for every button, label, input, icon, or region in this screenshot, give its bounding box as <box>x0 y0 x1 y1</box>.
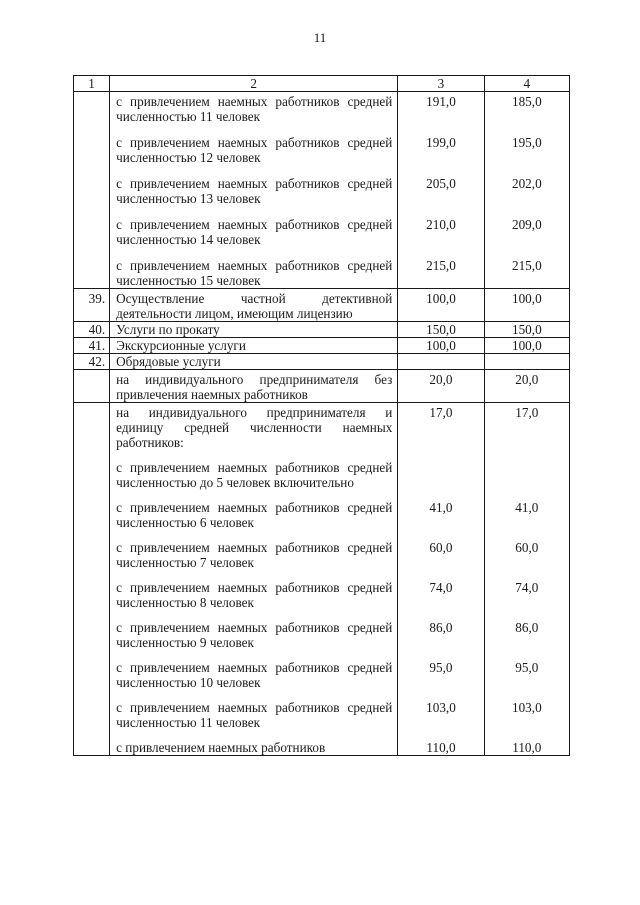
row-value-col-4 <box>485 450 569 460</box>
row-value-col-3: 74,0 <box>429 580 453 595</box>
row-number <box>74 124 110 165</box>
row-value-col-4: 202,0 <box>511 176 542 191</box>
row-value-col-4-cell <box>484 570 569 610</box>
row-value-col-4-cell <box>484 92 569 125</box>
row-description: с привлечением наемных работников средней численностью 15 человек <box>116 258 393 288</box>
row-value-col-3-cell <box>398 730 484 756</box>
row-value-col-4: 41,0 <box>515 500 539 515</box>
row-description-cell <box>110 370 398 403</box>
row-number: 42. <box>74 354 110 370</box>
table-row <box>74 610 570 650</box>
row-description: Экскурсионные услуги <box>116 338 246 353</box>
row-value-col-3: 205,0 <box>426 176 456 191</box>
row-number: 40. <box>74 322 110 338</box>
row-description-cell <box>110 289 398 322</box>
table-row <box>74 322 570 338</box>
row-value-col-3-cell <box>398 206 484 247</box>
row-description-cell <box>110 354 398 370</box>
table-row <box>74 450 570 490</box>
row-value-col-4: 100,0 <box>511 338 542 353</box>
row-value-col-4: 103,0 <box>511 700 542 715</box>
tariff-table <box>73 75 570 756</box>
table-row <box>74 354 570 370</box>
row-value-col-3-cell <box>398 650 484 690</box>
row-value-col-4-cell <box>484 354 569 370</box>
row-value-col-4-cell <box>484 610 569 650</box>
row-value-col-3: 100,0 <box>426 291 456 306</box>
row-description-cell <box>110 690 398 730</box>
row-number <box>74 490 110 530</box>
row-value-col-4: 60,0 <box>515 540 539 555</box>
row-value-col-3: 103,0 <box>426 700 456 715</box>
row-description: с привлечением наемных работников средней численностью 11 человек <box>116 700 393 730</box>
row-description-cell <box>110 650 398 690</box>
row-value-col-4-cell <box>484 124 569 165</box>
row-value-col-3-cell <box>398 322 484 338</box>
row-value-col-4: 110,0 <box>512 740 542 755</box>
row-value-col-3-cell <box>398 610 484 650</box>
row-description-cell <box>110 490 398 530</box>
row-value-col-4-cell <box>484 403 569 451</box>
row-description-cell <box>110 403 398 451</box>
row-value-col-3: 150,0 <box>426 322 456 337</box>
row-value-col-3-cell <box>398 289 484 322</box>
row-number <box>74 530 110 570</box>
table-row <box>74 92 570 125</box>
row-description: с привлечением наемных работников <box>116 740 326 755</box>
row-value-col-3: 199,0 <box>426 135 456 150</box>
row-description: с привлечением наемных работников средней численностью 14 человек <box>116 217 393 247</box>
row-description: с привлечением наемных работников средней численностью 8 человек <box>116 580 393 610</box>
header-col-4: 4 <box>484 76 569 92</box>
row-value-col-3: 110,0 <box>426 740 456 755</box>
row-value-col-4: 20,0 <box>515 372 539 387</box>
row-value-col-4: 150,0 <box>511 322 542 337</box>
row-value-col-3: 100,0 <box>426 338 456 353</box>
row-value-col-3-cell <box>398 370 484 403</box>
row-value-col-3-cell <box>398 247 484 289</box>
row-description-cell <box>110 450 398 490</box>
table-row <box>74 570 570 610</box>
row-value-col-4: 86,0 <box>515 620 539 635</box>
row-value-col-3: 60,0 <box>429 540 453 555</box>
header-col-2: 2 <box>110 76 398 92</box>
row-value-col-4-cell <box>484 370 569 403</box>
table-row <box>74 690 570 730</box>
table-row <box>74 370 570 403</box>
row-description: с привлечением наемных работников средней численностью 10 человек <box>116 660 393 690</box>
row-description-cell <box>110 730 398 756</box>
row-number <box>74 570 110 610</box>
row-value-col-3: 191,0 <box>426 94 456 109</box>
row-value-col-3: 17,0 <box>429 405 453 420</box>
row-description-cell <box>110 322 398 338</box>
table-row <box>74 730 570 756</box>
row-description-cell <box>110 247 398 289</box>
row-value-col-4-cell <box>484 289 569 322</box>
row-number: 41. <box>74 338 110 354</box>
row-value-col-3-cell <box>398 530 484 570</box>
row-value-col-4-cell <box>484 530 569 570</box>
row-value-col-3-cell <box>398 92 484 125</box>
table-row <box>74 490 570 530</box>
row-value-col-3-cell <box>398 403 484 451</box>
row-value-col-4: 195,0 <box>511 135 542 150</box>
row-value-col-3-cell <box>398 124 484 165</box>
row-number <box>74 610 110 650</box>
row-value-col-3-cell <box>398 354 484 370</box>
row-value-col-4-cell <box>484 338 569 354</box>
row-value-col-3: 41,0 <box>429 500 453 515</box>
row-description: на индивидуального предпринимателя и единицу средней численности наемных работников: <box>116 405 393 450</box>
row-description: с привлечением наемных работников средней численностью 7 человек <box>116 540 393 570</box>
header-col-1: 1 <box>74 76 110 92</box>
row-description-cell <box>110 610 398 650</box>
table-row <box>74 530 570 570</box>
row-description-cell <box>110 92 398 125</box>
table-row <box>74 206 570 247</box>
row-number <box>74 165 110 206</box>
page-number: 11 <box>313 30 327 45</box>
row-value-col-4-cell <box>484 650 569 690</box>
row-description-cell <box>110 206 398 247</box>
row-description: Обрядовые услуги <box>116 354 221 369</box>
row-description-cell <box>110 124 398 165</box>
row-description-cell <box>110 570 398 610</box>
row-number <box>74 450 110 490</box>
row-value-col-4-cell <box>484 450 569 490</box>
row-number <box>74 247 110 289</box>
row-value-col-3: 20,0 <box>429 372 453 387</box>
row-value-col-3-cell <box>398 338 484 354</box>
row-value-col-4-cell <box>484 322 569 338</box>
row-description: Осуществление частной детективной деятельности лицом, имеющим лицензию <box>116 291 393 321</box>
row-description: с привлечением наемных работников средней численностью 11 человек <box>116 94 393 124</box>
row-value-col-3 <box>398 450 483 460</box>
row-number <box>74 730 110 756</box>
row-value-col-3: 210,0 <box>426 217 456 232</box>
row-value-col-4: 74,0 <box>515 580 539 595</box>
row-value-col-4: 95,0 <box>515 660 539 675</box>
row-description: с привлечением наемных работников средней численностью до 5 человек включительно <box>116 460 393 490</box>
row-value-col-4: 185,0 <box>511 94 542 109</box>
row-value-col-4: 17,0 <box>515 405 539 420</box>
row-description-cell <box>110 338 398 354</box>
row-value-col-4-cell <box>484 206 569 247</box>
table-row <box>74 289 570 322</box>
header-col-3: 3 <box>398 76 484 92</box>
table-header-row <box>74 76 570 92</box>
row-description: с привлечением наемных работников средней численностью 12 человек <box>116 135 393 165</box>
table-row <box>74 650 570 690</box>
table-row <box>74 124 570 165</box>
row-value-col-3-cell <box>398 450 484 490</box>
row-number <box>74 92 110 125</box>
row-value-col-3: 215,0 <box>426 258 456 273</box>
row-value-col-4: 209,0 <box>511 217 542 232</box>
row-number <box>74 690 110 730</box>
row-value-col-3-cell <box>398 690 484 730</box>
row-value-col-3-cell <box>398 570 484 610</box>
row-description: на индивидуального предпринимателя без привлечения наемных работников <box>116 372 393 402</box>
row-number <box>74 403 110 451</box>
row-value-col-4: 215,0 <box>511 258 542 273</box>
table-row <box>74 403 570 451</box>
row-description: Услуги по прокату <box>116 322 220 337</box>
row-value-col-4-cell <box>484 165 569 206</box>
row-value-col-4-cell <box>484 247 569 289</box>
row-value-col-3: 95,0 <box>429 660 453 675</box>
row-value-col-4-cell <box>484 490 569 530</box>
row-value-col-4: 100,0 <box>511 291 542 306</box>
row-value-col-3: 86,0 <box>429 620 453 635</box>
row-number <box>74 370 110 403</box>
row-description-cell <box>110 530 398 570</box>
row-number <box>74 650 110 690</box>
row-description: с привлечением наемных работников средней численностью 9 человек <box>116 620 393 650</box>
table-row <box>74 247 570 289</box>
row-description-cell <box>110 165 398 206</box>
row-number <box>74 206 110 247</box>
row-description: с привлечением наемных работников средней численностью 13 человек <box>116 176 393 206</box>
table-row <box>74 165 570 206</box>
row-number: 39. <box>74 289 110 322</box>
row-description: с привлечением наемных работников средней численностью 6 человек <box>116 500 393 530</box>
table-row <box>74 338 570 354</box>
row-value-col-3-cell <box>398 165 484 206</box>
row-value-col-3-cell <box>398 490 484 530</box>
row-value-col-4-cell <box>484 730 569 756</box>
row-value-col-4-cell <box>484 690 569 730</box>
